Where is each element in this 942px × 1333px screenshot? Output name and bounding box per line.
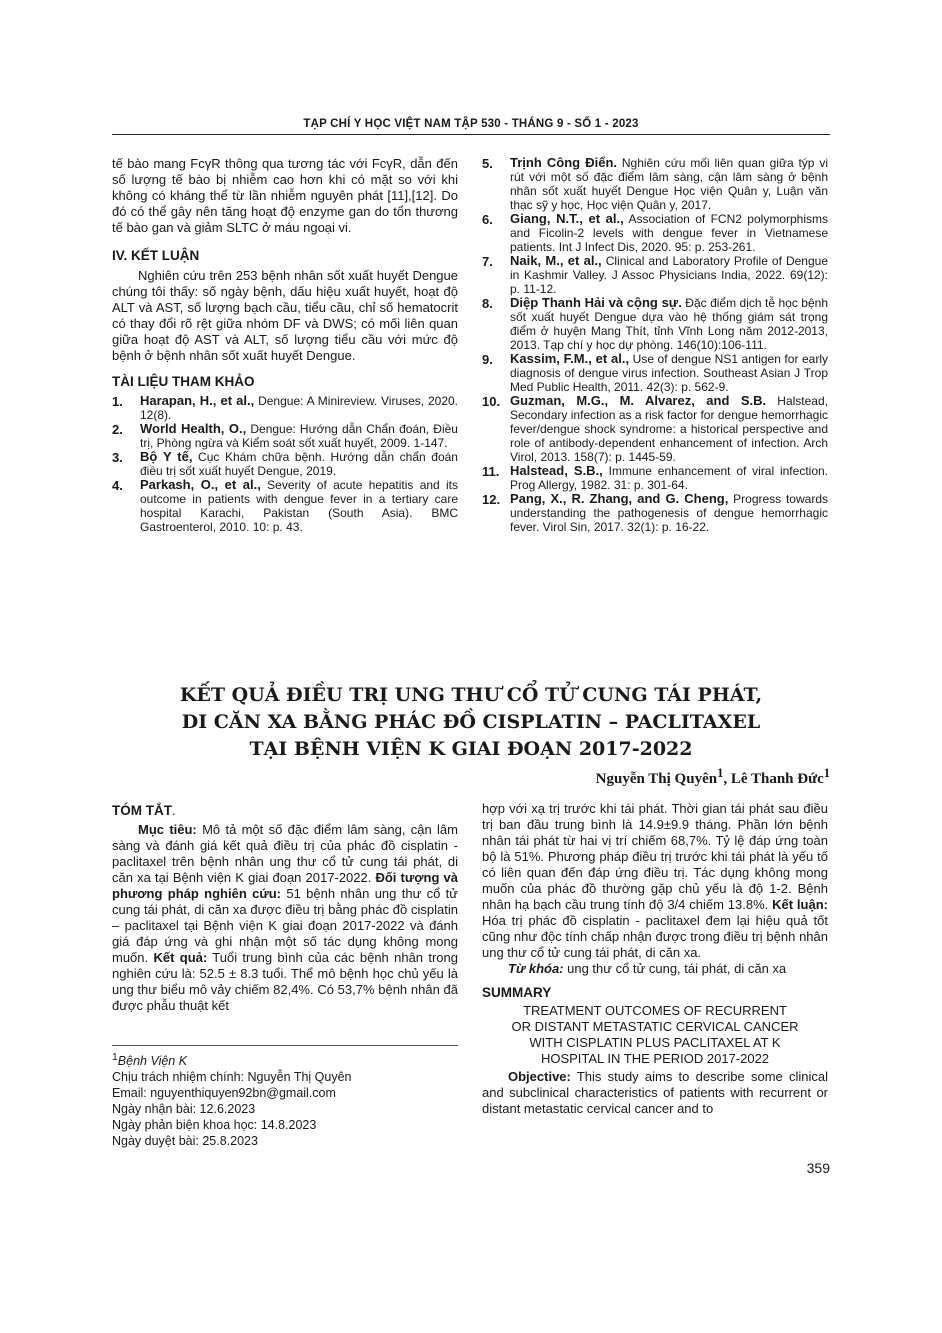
reference-number: 1. bbox=[112, 394, 123, 409]
summary-objective bbox=[482, 1069, 828, 1117]
summary-title-line-1: TREATMENT OUTCOMES OF RECURRENT bbox=[523, 1003, 787, 1018]
reference-number: 3. bbox=[112, 450, 123, 465]
abstract-continuation bbox=[482, 801, 828, 961]
reference-authors: Bộ Y tế, bbox=[140, 449, 193, 464]
reference-text bbox=[510, 352, 828, 394]
author-separator: , bbox=[723, 771, 731, 787]
reference-authors: Halstead, S.B., bbox=[510, 463, 603, 478]
reviewed-date: Ngày phản biện khoa học: 14.8.2023 bbox=[112, 1118, 317, 1133]
reference-citation: Cục Khám chữa bệnh. Hướng dẫn chẩn đoán điều trị sốt xuất huyết Dengue, 2019. bbox=[140, 450, 458, 478]
reference-citation: Đặc điểm dịch tễ học bệnh sốt xuất huyết Dengue dựa vào hệ thống giám sát trọng điểm ở huyện Mang Thít, tỉnh Vĩnh Long năm 2012-2013, 2013. Tạp chí y học dự phòng. 146(10):106-111. bbox=[510, 296, 828, 352]
reference-number: 12. bbox=[482, 492, 501, 507]
reference-citation: Clinical and Laboratory Profile of Dengue in Kashmir Valley. J Assoc Physicians India, 2022. 69(12): p. 11-12. bbox=[510, 254, 828, 296]
reference-authors: Diệp Thanh Hải và cộng sự. bbox=[510, 295, 682, 310]
reference-item bbox=[112, 394, 458, 422]
reference-authors: Naik, M., et al., bbox=[510, 253, 602, 268]
reference-number: 10. bbox=[482, 394, 501, 409]
summary-objective-text: This study aims to describe some clinical and subclinical characteristics of patients with recurrent or distant metastatic cervical cancer and to bbox=[482, 1069, 828, 1116]
references-heading: TÀI LIỆU THAM KHẢO bbox=[112, 374, 255, 389]
methods-text: 51 bệnh nhân ung thư cổ tử cung tái phát, di căn xa được điều trị bằng phác đồ cisplatin – paclitaxel tại Bệnh viện K giai đoạn 2017-2022 và đánh giá đáp ứng và ghi nhận một số tác dụng không mong muốn. bbox=[112, 886, 459, 965]
abstract-conclusion-text: Hóa trị phác đồ cisplatin - paclitaxel đem lại hiệu quả tốt cũng như độc tính chấp nhận được trong điều trị bệnh nhân ung thư cổ tử cung tái phát, di căn xa. bbox=[482, 913, 828, 960]
reference-text bbox=[510, 492, 828, 534]
reference-item bbox=[112, 450, 458, 478]
abstract-body bbox=[112, 822, 458, 1014]
reference-authors: Harapan, H., et al., bbox=[140, 393, 255, 408]
reference-text bbox=[510, 464, 828, 492]
reference-text bbox=[140, 478, 458, 534]
reference-item bbox=[482, 394, 828, 464]
author-2-affiliation: 1 bbox=[823, 766, 830, 780]
references-list-left bbox=[112, 394, 458, 534]
keywords-label: Từ khóa: bbox=[508, 961, 564, 976]
summary-heading: SUMMARY bbox=[482, 985, 552, 1000]
abstract-right bbox=[482, 801, 828, 1117]
article-title bbox=[112, 682, 830, 763]
reference-citation: Nghiên cứu mối liên quan giữa týp vi rút với một số đặc điểm lâm sàng, cận lâm sàng ở bệnh nhân sốt xuất huyết Dengue Học viện Quân y, Luận văn thạc sỹ y học, Học viện Quân y, 2017. bbox=[510, 156, 828, 212]
summary-title-line-4: HOSPITAL IN THE PERIOD 2017-2022 bbox=[540, 1051, 770, 1066]
summary-title bbox=[482, 1003, 828, 1067]
results-text-right: hợp với xạ trị trước khi tái phát. Thời gian tái phát sau điều trị ban đầu trung bình là 14.9±9.9 tháng. Phần lớn bệnh nhân tái phát từ hai vị trí chiếm 68,7%. Tỷ lệ đáp ứng toàn bộ là 51%. Phương pháp điều trị trước khi tái phát là yếu tố có liên quan đến đáp ứng điều trị. Tác dụng không mong muốn của phác đồ thường gặp chủ yếu là độ 1-2. Bệnh nhân hạ bạch cầu trung tính độ 3/4 chiếm 13.8%. bbox=[482, 801, 828, 912]
summary-title-line-3: WITH CISPLATIN PLUS PACLITAXEL AT K bbox=[529, 1035, 781, 1050]
reference-item bbox=[482, 156, 828, 212]
page-number: 359 bbox=[806, 1160, 830, 1176]
reference-item bbox=[482, 254, 828, 296]
abstract-heading: TÓM TẮT. bbox=[112, 803, 176, 818]
reference-authors: Giang, N.T., et al., bbox=[510, 211, 624, 226]
reference-citation: Progress towards understanding the pathogenesis of dengue hemorrhagic fever. Virol Sin, 2017. 32(1): p. 16-22. bbox=[510, 492, 828, 534]
keywords-text: ung thư cổ tử cung, tái phát, di căn xa bbox=[563, 961, 787, 976]
received-date: Ngày nhận bài: 12.6.2023 bbox=[112, 1102, 256, 1117]
reference-text bbox=[510, 296, 828, 352]
reference-citation: Dengue: A Minireview. Viruses, 2020. 12(8). bbox=[140, 394, 459, 422]
author-1: Nguyễn Thị Quyên bbox=[595, 771, 718, 787]
reference-item bbox=[112, 478, 458, 534]
reference-number: 2. bbox=[112, 422, 123, 437]
reference-item bbox=[482, 212, 828, 254]
right-column-top bbox=[482, 156, 828, 534]
objective-text: Mô tả một số đặc điểm lâm sàng, cận lâm sàng và đánh giá kết quả điều trị của phác đồ cisplatin - paclitaxel trên bệnh nhân ung thư cổ tử cung tái phát, di căn xa tại Bệnh viện K giai đoạn 2017-2022. bbox=[112, 822, 458, 885]
keywords bbox=[482, 961, 828, 977]
reference-authors: Kassim, F.M., et al., bbox=[510, 351, 630, 366]
affiliation-footnote: $^1$Bệnh Viện K bbox=[112, 1052, 188, 1069]
abstract-left bbox=[112, 803, 458, 1014]
reference-number: 6. bbox=[482, 212, 493, 227]
conclusion-heading: IV. KẾT LUẬN bbox=[112, 248, 200, 263]
reference-citation: Association of FCN2 polymorphisms and Ficolin-2 levels with dengue fever in Vietnamese patients. Int J Infect Dis, 2020. 95: p. 253-261. bbox=[510, 212, 828, 254]
reference-text bbox=[140, 422, 458, 450]
summary-objective-label: Objective: bbox=[508, 1069, 571, 1084]
reference-citation: Use of dengue NS1 antigen for early diagnosis of dengue virus infection. Southeast Asian J Trop Med Public Health, 2011. 42(3): p. 562-9. bbox=[510, 352, 828, 394]
footnotes bbox=[112, 1045, 458, 1149]
left-column-top bbox=[112, 156, 458, 534]
reference-text bbox=[510, 156, 828, 212]
email: Email: nguyenthiquyen92bn@gmail.com bbox=[112, 1086, 336, 1101]
reference-authors: Pang, X., R. Zhang, and G. Cheng, bbox=[510, 491, 729, 506]
reference-item bbox=[482, 464, 828, 492]
reference-item bbox=[112, 422, 458, 450]
title-line-2: DI CĂN XA BẰNG PHÁC ĐỒ CISPLATIN – PACLITAXEL bbox=[181, 711, 761, 733]
reference-number: 7. bbox=[482, 254, 493, 269]
results-text-left: Tuổi trung bình của các bệnh nhân trong nghiên cứu là: 52.5 ± 8.3 tuổi. Thể mô bệnh học chủ yếu là ung thư biểu mô vảy chiếm 82,4%. Có 53,7% bệnh nhân đã được phẫu thuật kết bbox=[112, 950, 458, 1013]
reference-item bbox=[482, 296, 828, 352]
methods-label: Đối tượng và phương pháp nghiên cứu: bbox=[112, 870, 458, 901]
conclusion-label: Kết luận: bbox=[772, 897, 828, 912]
reference-authors: Guzman, M.G., M. Alvarez, and S.B. bbox=[510, 393, 767, 408]
summary-title-line-2: OR DISTANT METASTATIC CERVICAL CANCER bbox=[511, 1019, 799, 1034]
title-line-1: KẾT QUẢ ĐIỀU TRỊ UNG THƯ CỔ TỬ CUNG TÁI PHÁT, bbox=[179, 684, 763, 706]
journal-header: TẠP CHÍ Y HỌC VIỆT NAM TẬP 530 - THÁNG 9 - SỐ 1 - 2023 bbox=[112, 118, 830, 135]
intro-paragraph: tế bào mang FcγR thông qua tương tác với FcγR, dẫn đến số lượng tế bào bị nhiễm cao hơn khi có mặt so với khi không có kháng thể từ lần nhiễm nguyên phát [11],[12]. Do đó có thể gây nên tăng hoạt độ enzyme gan do tổn thương tế bào gan và giảm SLTC ở máu ngoại vi. bbox=[112, 156, 458, 235]
reference-authors: Parkash, O., et al., bbox=[140, 477, 261, 492]
reference-citation: Dengue: Hướng dẫn Chẩn đoán, Điều trị, Phòng ngừa và Kiểm soát sốt xuất huyết, 2009. 1-147. bbox=[140, 422, 458, 450]
conclusion-paragraph: Nghiên cứu trên 253 bệnh nhân sốt xuất huyết Dengue chúng tôi thấy: số ngày bệnh, dấu hiệu xuất huyết, hoạt độ ALT và AST, số lượng bạch cầu, tiểu cầu, chỉ số hematocrit có thay đổi rõ rệt giữa nhóm DF và DWS; có mối liên quan giữa hoạt độ AST và ALT, số lượng tiểu cầu với mức độ bệnh ở bệnh nhân sốt xuất huyết Dengue. bbox=[112, 268, 458, 363]
reference-number: 8. bbox=[482, 296, 493, 311]
objective-label: Mục tiêu: bbox=[138, 822, 197, 837]
reference-item bbox=[482, 352, 828, 394]
reference-text bbox=[510, 212, 828, 254]
authors bbox=[596, 766, 830, 788]
author-1-affiliation: 1 bbox=[717, 766, 724, 780]
corresponding-author: Chịu trách nhiệm chính: Nguyễn Thị Quyên bbox=[112, 1070, 352, 1085]
reference-citation: Halstead, Secondary infection as a risk factor for dengue hemorrhagic fever/dengue shock syndrome: a historical perspective and role of antibody-dependent enhancement of infection. Arch Virol, 2013. 158(7): p. 1445-59. bbox=[510, 394, 828, 464]
author-2: Lê Thanh Đức bbox=[730, 771, 824, 787]
references-list-right bbox=[482, 156, 828, 534]
reference-number: 4. bbox=[112, 478, 123, 493]
reference-citation: Severity of acute hepatitis and its outcome in patients with dengue fever in a tertiary care hospital Karachi, Pakistan (South Asia). BMC Gastroenterol, 2010. 10: p. 43. bbox=[140, 478, 458, 534]
results-label: Kết quả: bbox=[153, 950, 208, 965]
reference-item bbox=[482, 492, 828, 534]
reference-number: 5. bbox=[482, 156, 493, 171]
reference-number: 9. bbox=[482, 352, 493, 367]
reference-text bbox=[140, 394, 458, 422]
reference-text bbox=[510, 254, 828, 296]
reference-authors: Trịnh Công Điển. bbox=[510, 155, 618, 170]
reference-text bbox=[140, 450, 458, 478]
reference-authors: World Health, O., bbox=[140, 421, 247, 436]
title-line-3: TẠI BỆNH VIỆN K GIAI ĐOẠN 2017-2022 bbox=[249, 738, 693, 760]
reference-citation: Immune enhancement of viral infection. Prog Allergy, 1982. 31: p. 301-64. bbox=[510, 464, 828, 492]
reference-number: 11. bbox=[482, 464, 500, 479]
accepted-date: Ngày duyệt bài: 25.8.2023 bbox=[112, 1134, 258, 1149]
reference-text bbox=[510, 394, 828, 464]
